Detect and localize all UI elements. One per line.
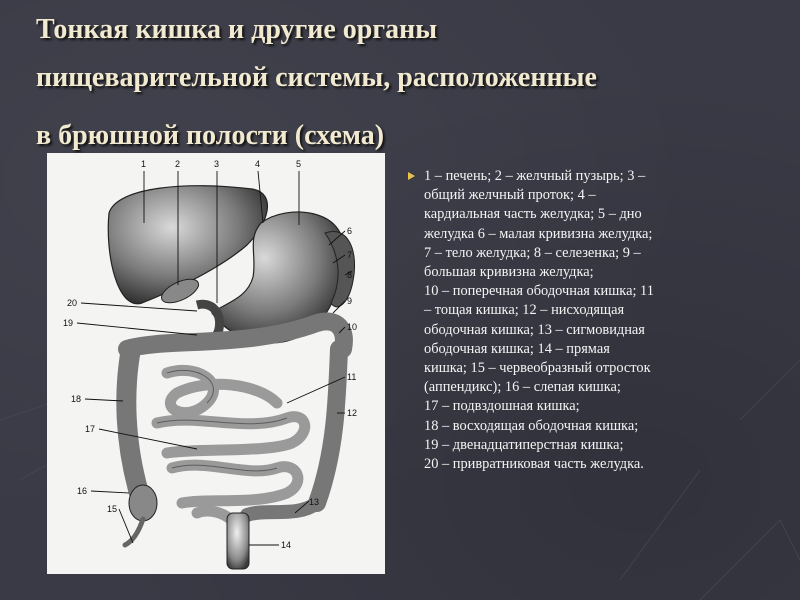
rectum-shape xyxy=(227,513,249,569)
label-8: 8 xyxy=(347,270,353,280)
label-10: 10 xyxy=(347,322,358,332)
label-5: 5 xyxy=(296,159,302,169)
anatomy-diagram xyxy=(47,153,385,574)
legend-line: большая кривизна желудка; xyxy=(424,264,594,281)
label-3: 3 xyxy=(214,159,220,169)
legend-line: кишка; 15 – червеобразный отросток xyxy=(424,360,651,377)
label-17: 17 xyxy=(85,424,96,434)
legend-line: 1 – печень; 2 – желчный пузырь; 3 – xyxy=(424,168,646,184)
legend-line: кардиальная часть желудка; 5 – дно xyxy=(424,206,642,223)
label-16: 16 xyxy=(77,486,88,496)
ascending-colon-shape xyxy=(126,349,139,493)
bullet-icon xyxy=(408,172,415,180)
label-6: 6 xyxy=(347,226,353,236)
legend-line: 19 – двенадцатиперстная кишка; xyxy=(424,436,624,453)
title-line-3: в брюшной полости (схема) xyxy=(36,120,385,151)
slide-title xyxy=(36,6,776,160)
legend-line: ободочная кишка; 13 – сигмовидная xyxy=(424,321,645,338)
legend-line: (аппендикс); 16 – слепая кишка; xyxy=(424,379,621,396)
label-20: 20 xyxy=(67,298,78,308)
caecum-shape xyxy=(129,485,157,521)
legend-line: желудка 6 – малая кривизна желудка; xyxy=(424,225,653,242)
legend-line: 18 – восходящая ободочная кишка; xyxy=(424,417,639,434)
legend-line: 7 – тело желудка; 8 – селезенка; 9 – xyxy=(424,244,641,261)
label-9: 9 xyxy=(347,296,353,306)
title-line-1: Тонкая кишка и другие органы xyxy=(36,14,438,45)
label-7: 7 xyxy=(347,250,353,260)
label-14: 14 xyxy=(281,540,292,550)
legend-line: 17 – подвздошная кишка; xyxy=(424,398,580,415)
legend-line: общий желчный проток; 4 – xyxy=(424,187,596,204)
title-line-2: пищеварительной системы, расположенные xyxy=(36,62,597,93)
legend-line: – тощая кишка; 12 – нисходящая xyxy=(424,302,625,319)
label-15: 15 xyxy=(107,504,118,514)
label-19: 19 xyxy=(63,318,74,328)
label-2: 2 xyxy=(175,159,181,169)
label-12: 12 xyxy=(347,408,358,418)
legend-line: ободочная кишка; 14 – прямая xyxy=(424,340,610,357)
label-4: 4 xyxy=(255,159,261,169)
descending-colon-shape xyxy=(317,349,339,503)
label-18: 18 xyxy=(71,394,82,404)
legend-line: 10 – поперечная ободочная кишка; 11 xyxy=(424,283,654,300)
legend-line: 20 – привратниковая часть желудка. xyxy=(424,456,644,473)
legend-text xyxy=(424,167,774,474)
label-1: 1 xyxy=(141,159,147,169)
label-13: 13 xyxy=(309,497,320,507)
label-11: 11 xyxy=(347,372,357,382)
appendix-shape xyxy=(125,519,143,545)
